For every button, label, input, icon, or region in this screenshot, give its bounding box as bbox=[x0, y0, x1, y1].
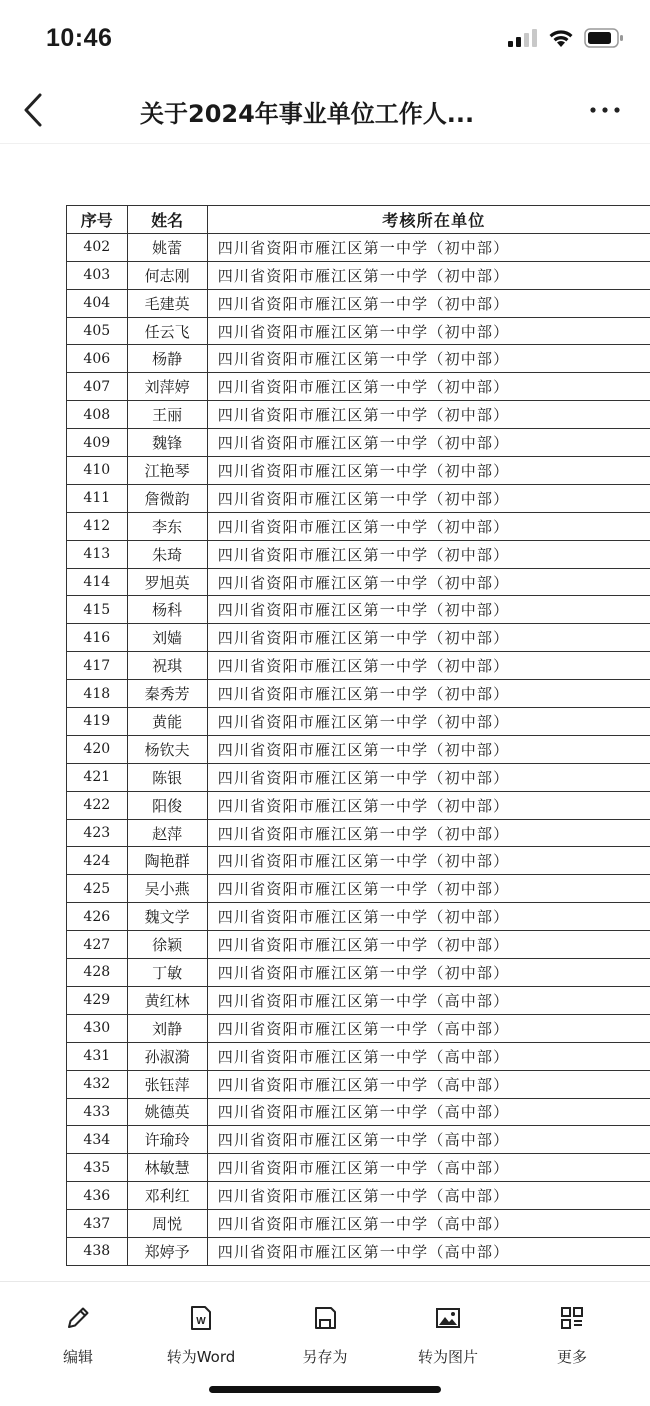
row-name: 刘静 bbox=[127, 1014, 207, 1042]
table-row bbox=[67, 1210, 650, 1238]
row-name: 徐颖 bbox=[127, 931, 207, 959]
status-icons bbox=[508, 28, 624, 48]
row-unit: 四川省资阳市雁江区第一中学（初中部） bbox=[207, 680, 650, 708]
table-row bbox=[67, 233, 650, 261]
row-name: 杨钦夫 bbox=[127, 735, 207, 763]
back-button[interactable] bbox=[20, 92, 50, 128]
row-serial-number: 430 bbox=[67, 1014, 128, 1042]
pencil-icon bbox=[64, 1304, 92, 1332]
table-row bbox=[67, 1098, 650, 1126]
table-row bbox=[67, 791, 650, 819]
row-name: 詹微韵 bbox=[127, 484, 207, 512]
row-name: 姚蕾 bbox=[127, 233, 207, 261]
row-unit: 四川省资阳市雁江区第一中学（初中部） bbox=[207, 959, 650, 987]
home-indicator bbox=[209, 1386, 441, 1393]
assessment-table bbox=[66, 205, 650, 1266]
row-serial-number: 427 bbox=[67, 931, 128, 959]
row-name: 罗旭英 bbox=[127, 568, 207, 596]
row-unit: 四川省资阳市雁江区第一中学（初中部） bbox=[207, 317, 650, 345]
row-unit: 四川省资阳市雁江区第一中学（高中部） bbox=[207, 1210, 650, 1238]
row-serial-number: 422 bbox=[67, 791, 128, 819]
table-row bbox=[67, 1237, 650, 1265]
row-name: 刘萍婷 bbox=[127, 373, 207, 401]
row-serial-number: 426 bbox=[67, 903, 128, 931]
row-name: 毛建英 bbox=[127, 289, 207, 317]
edit-label: 编辑 bbox=[62, 1348, 93, 1366]
row-serial-number: 432 bbox=[67, 1070, 128, 1098]
row-serial-number: 434 bbox=[67, 1126, 128, 1154]
convert-to-image-button[interactable] bbox=[398, 1304, 498, 1367]
row-serial-number: 408 bbox=[67, 401, 128, 429]
row-serial-number: 418 bbox=[67, 680, 128, 708]
row-unit: 四川省资阳市雁江区第一中学（初中部） bbox=[207, 484, 650, 512]
row-unit: 四川省资阳市雁江区第一中学（初中部） bbox=[207, 289, 650, 317]
status-time: 10:46 bbox=[46, 24, 113, 52]
row-name: 孙淑漪 bbox=[127, 1042, 207, 1070]
page-title: 关于2024年事业单位工作人... bbox=[140, 100, 475, 128]
edit-button[interactable] bbox=[28, 1304, 128, 1367]
more-options-button[interactable] bbox=[588, 100, 622, 120]
row-unit: 四川省资阳市雁江区第一中学（初中部） bbox=[207, 457, 650, 485]
row-name: 姚德英 bbox=[127, 1098, 207, 1126]
row-unit: 四川省资阳市雁江区第一中学（初中部） bbox=[207, 540, 650, 568]
row-unit: 四川省资阳市雁江区第一中学（高中部） bbox=[207, 1182, 650, 1210]
row-unit: 四川省资阳市雁江区第一中学（初中部） bbox=[207, 652, 650, 680]
row-name: 丁敏 bbox=[127, 959, 207, 987]
table-row bbox=[67, 763, 650, 791]
row-unit: 四川省资阳市雁江区第一中学（高中部） bbox=[207, 1126, 650, 1154]
table-row bbox=[67, 652, 650, 680]
table-row bbox=[67, 568, 650, 596]
battery-icon bbox=[584, 28, 624, 48]
row-name: 任云飞 bbox=[127, 317, 207, 345]
row-serial-number: 424 bbox=[67, 847, 128, 875]
row-unit: 四川省资阳市雁江区第一中学（初中部） bbox=[207, 401, 650, 429]
table-row bbox=[67, 680, 650, 708]
table-row bbox=[67, 261, 650, 289]
row-serial-number: 423 bbox=[67, 819, 128, 847]
svg-text:W: W bbox=[196, 1316, 206, 1327]
row-name: 杨科 bbox=[127, 596, 207, 624]
row-name: 吴小燕 bbox=[127, 875, 207, 903]
row-name: 张钰萍 bbox=[127, 1070, 207, 1098]
cellular-signal-icon bbox=[508, 29, 538, 47]
row-unit: 四川省资阳市雁江区第一中学（高中部） bbox=[207, 1098, 650, 1126]
table-row bbox=[67, 1182, 650, 1210]
row-serial-number: 428 bbox=[67, 959, 128, 987]
header-unit: 考核所在单位 bbox=[207, 206, 650, 234]
more-tools-label: 更多 bbox=[556, 1348, 587, 1366]
convert-to-word-button[interactable] bbox=[151, 1304, 251, 1367]
document-viewer[interactable] bbox=[0, 145, 650, 1280]
table-row bbox=[67, 1014, 650, 1042]
convert-to-word-label: 转为Word bbox=[166, 1348, 236, 1366]
row-unit: 四川省资阳市雁江区第一中学（初中部） bbox=[207, 345, 650, 373]
row-name: 刘嫱 bbox=[127, 624, 207, 652]
table-row bbox=[67, 735, 650, 763]
ellipsis-icon bbox=[588, 100, 622, 120]
row-serial-number: 409 bbox=[67, 429, 128, 457]
table-row bbox=[67, 596, 650, 624]
table-row bbox=[67, 401, 650, 429]
table-row bbox=[67, 429, 650, 457]
row-serial-number: 415 bbox=[67, 596, 128, 624]
row-name: 朱琦 bbox=[127, 540, 207, 568]
row-serial-number: 404 bbox=[67, 289, 128, 317]
row-serial-number: 406 bbox=[67, 345, 128, 373]
table-row bbox=[67, 847, 650, 875]
row-serial-number: 403 bbox=[67, 261, 128, 289]
table-row bbox=[67, 624, 650, 652]
table-row bbox=[67, 1042, 650, 1070]
row-serial-number: 425 bbox=[67, 875, 128, 903]
row-name: 邓利红 bbox=[127, 1182, 207, 1210]
row-serial-number: 405 bbox=[67, 317, 128, 345]
row-name: 郑婷予 bbox=[127, 1237, 207, 1265]
convert-to-image-label: 转为图片 bbox=[417, 1348, 478, 1366]
row-name: 江艳琴 bbox=[127, 457, 207, 485]
row-name: 赵萍 bbox=[127, 819, 207, 847]
image-icon bbox=[434, 1304, 462, 1332]
row-serial-number: 414 bbox=[67, 568, 128, 596]
row-name: 林敏慧 bbox=[127, 1154, 207, 1182]
row-unit: 四川省资阳市雁江区第一中学（初中部） bbox=[207, 261, 650, 289]
table-row bbox=[67, 903, 650, 931]
row-serial-number: 433 bbox=[67, 1098, 128, 1126]
row-name: 李东 bbox=[127, 512, 207, 540]
row-serial-number: 412 bbox=[67, 512, 128, 540]
row-unit: 四川省资阳市雁江区第一中学（初中部） bbox=[207, 373, 650, 401]
status-bar bbox=[0, 0, 650, 76]
table-row bbox=[67, 289, 650, 317]
row-unit: 四川省资阳市雁江区第一中学（初中部） bbox=[207, 233, 650, 261]
row-unit: 四川省资阳市雁江区第一中学（初中部） bbox=[207, 735, 650, 763]
row-unit: 四川省资阳市雁江区第一中学（初中部） bbox=[207, 875, 650, 903]
table-row bbox=[67, 1126, 650, 1154]
row-name: 王丽 bbox=[127, 401, 207, 429]
row-serial-number: 436 bbox=[67, 1182, 128, 1210]
floppy-disk-icon bbox=[311, 1304, 339, 1332]
table-row bbox=[67, 875, 650, 903]
row-name: 秦秀芳 bbox=[127, 680, 207, 708]
row-unit: 四川省资阳市雁江区第一中学（初中部） bbox=[207, 931, 650, 959]
row-unit: 四川省资阳市雁江区第一中学（高中部） bbox=[207, 1070, 650, 1098]
row-serial-number: 435 bbox=[67, 1154, 128, 1182]
table-row bbox=[67, 1154, 650, 1182]
chevron-left-icon bbox=[20, 92, 50, 128]
row-unit: 四川省资阳市雁江区第一中学（初中部） bbox=[207, 791, 650, 819]
row-name: 陈银 bbox=[127, 763, 207, 791]
table-row bbox=[67, 1070, 650, 1098]
table-row bbox=[67, 345, 650, 373]
row-unit: 四川省资阳市雁江区第一中学（初中部） bbox=[207, 903, 650, 931]
row-serial-number: 417 bbox=[67, 652, 128, 680]
row-name: 周悦 bbox=[127, 1210, 207, 1238]
row-unit: 四川省资阳市雁江区第一中学（高中部） bbox=[207, 1042, 650, 1070]
row-serial-number: 419 bbox=[67, 708, 128, 736]
row-name: 黄红林 bbox=[127, 986, 207, 1014]
row-unit: 四川省资阳市雁江区第一中学（初中部） bbox=[207, 708, 650, 736]
row-unit: 四川省资阳市雁江区第一中学（初中部） bbox=[207, 429, 650, 457]
table-header-row bbox=[67, 206, 650, 234]
table-row bbox=[67, 931, 650, 959]
table-row bbox=[67, 373, 650, 401]
wifi-icon bbox=[548, 29, 574, 48]
table-row bbox=[67, 819, 650, 847]
row-serial-number: 420 bbox=[67, 735, 128, 763]
row-name: 杨静 bbox=[127, 345, 207, 373]
row-name: 黄能 bbox=[127, 708, 207, 736]
row-unit: 四川省资阳市雁江区第一中学（初中部） bbox=[207, 512, 650, 540]
row-serial-number: 429 bbox=[67, 986, 128, 1014]
table-body bbox=[67, 233, 650, 1265]
save-as-button[interactable] bbox=[275, 1304, 375, 1367]
row-unit: 四川省资阳市雁江区第一中学（初中部） bbox=[207, 596, 650, 624]
row-unit: 四川省资阳市雁江区第一中学（初中部） bbox=[207, 763, 650, 791]
row-serial-number: 407 bbox=[67, 373, 128, 401]
row-serial-number: 438 bbox=[67, 1237, 128, 1265]
row-name: 陶艳群 bbox=[127, 847, 207, 875]
save-as-label: 另存为 bbox=[302, 1348, 348, 1366]
row-name: 阳俊 bbox=[127, 791, 207, 819]
row-unit: 四川省资阳市雁江区第一中学（初中部） bbox=[207, 847, 650, 875]
navigation-bar bbox=[0, 76, 650, 144]
row-name: 许瑜玲 bbox=[127, 1126, 207, 1154]
word-doc-icon bbox=[187, 1304, 215, 1332]
row-unit: 四川省资阳市雁江区第一中学（高中部） bbox=[207, 1237, 650, 1265]
row-unit: 四川省资阳市雁江区第一中学（初中部） bbox=[207, 624, 650, 652]
header-serial-number: 序号 bbox=[67, 206, 128, 234]
table-row bbox=[67, 986, 650, 1014]
row-name: 魏文学 bbox=[127, 903, 207, 931]
row-serial-number: 411 bbox=[67, 484, 128, 512]
row-serial-number: 402 bbox=[67, 233, 128, 261]
row-unit: 四川省资阳市雁江区第一中学（高中部） bbox=[207, 1154, 650, 1182]
table-row bbox=[67, 457, 650, 485]
more-tools-button[interactable] bbox=[522, 1304, 622, 1367]
row-serial-number: 413 bbox=[67, 540, 128, 568]
table-row bbox=[67, 540, 650, 568]
row-unit: 四川省资阳市雁江区第一中学（初中部） bbox=[207, 568, 650, 596]
row-serial-number: 410 bbox=[67, 457, 128, 485]
header-name: 姓名 bbox=[127, 206, 207, 234]
row-serial-number: 421 bbox=[67, 763, 128, 791]
table-row bbox=[67, 484, 650, 512]
row-unit: 四川省资阳市雁江区第一中学（初中部） bbox=[207, 819, 650, 847]
row-serial-number: 416 bbox=[67, 624, 128, 652]
row-name: 魏锋 bbox=[127, 429, 207, 457]
table-row bbox=[67, 708, 650, 736]
row-serial-number: 437 bbox=[67, 1210, 128, 1238]
table-row bbox=[67, 959, 650, 987]
row-name: 何志刚 bbox=[127, 261, 207, 289]
table-row bbox=[67, 317, 650, 345]
row-name: 祝琪 bbox=[127, 652, 207, 680]
table-row bbox=[67, 512, 650, 540]
row-unit: 四川省资阳市雁江区第一中学（高中部） bbox=[207, 1014, 650, 1042]
row-unit: 四川省资阳市雁江区第一中学（高中部） bbox=[207, 986, 650, 1014]
grid-more-icon bbox=[558, 1304, 586, 1332]
row-serial-number: 431 bbox=[67, 1042, 128, 1070]
